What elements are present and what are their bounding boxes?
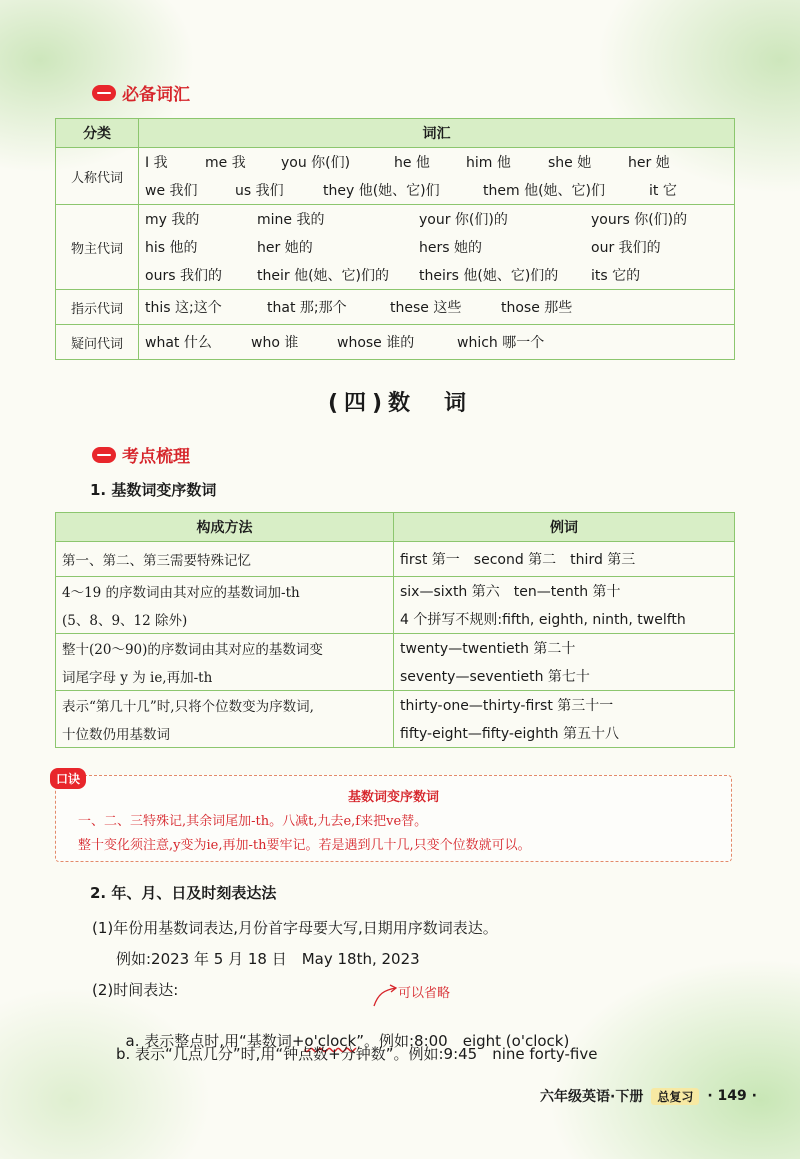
example-line: seventy—seventieth 第七十 <box>400 669 590 685</box>
method-line: 第一、第二、第三需要特殊记忆 <box>62 553 251 569</box>
paragraph: (2)时间表达: <box>92 981 179 999</box>
page-number: · 149 · <box>707 1088 757 1104</box>
word: her 她的 <box>257 240 313 256</box>
ordinal-header-method: 构成方法 <box>56 513 394 542</box>
method-line: 表示“第几十几”时,只将个位数变为序数词, <box>62 699 314 715</box>
word: them 他(她、它)们 <box>483 183 605 199</box>
word: us 我们 <box>235 183 284 199</box>
example-line: six—sixth 第六 ten—tenth 第十 <box>400 584 621 600</box>
annotation-arrow-icon <box>370 984 400 1008</box>
word: we 我们 <box>145 183 198 199</box>
word: your 你(们)的 <box>419 212 508 228</box>
method-cell <box>56 691 394 748</box>
word: our 我们的 <box>591 240 661 256</box>
example-cell <box>394 577 735 634</box>
ordinal-row <box>56 691 735 748</box>
review-badge: 总复习 <box>651 1088 699 1105</box>
paragraph-b: b. 表示“几点几分”时,用“钟点数+分钟数”。例如:9:45 nine forty-five <box>116 1045 598 1063</box>
method-line: 十位数仍用基数词 <box>62 727 170 743</box>
example-line: 4 个拼写不规则:fifth, eighth, ninth, twelfth <box>400 612 686 628</box>
vocab-table-header <box>56 119 735 148</box>
words-cell <box>139 325 735 360</box>
chapter-title: (四)数 词 <box>327 391 473 416</box>
example-cell <box>394 691 735 748</box>
word: her 她 <box>628 155 670 171</box>
page-footer <box>540 1086 757 1106</box>
example-line: first 第一 second 第二 third 第三 <box>400 552 636 568</box>
paragraph-a-prefix: a. 表示整点时,用“基数词+ <box>125 1032 305 1050</box>
mnemonic-tag: 口诀 <box>50 768 86 789</box>
section-header-points <box>92 442 190 467</box>
word: ours 我们的 <box>145 268 222 284</box>
vocab-header-words: 词汇 <box>139 119 735 148</box>
method-line: 4～19 的序数词由其对应的基数词加-th <box>62 585 300 601</box>
paragraph-a-suffix: ”。例如:8:00 eight (o'clock) <box>356 1032 570 1050</box>
word: he 他 <box>394 155 430 171</box>
method-line: 词尾字母 y 为 ie,再加-th <box>62 670 213 686</box>
word: its 它的 <box>591 268 641 284</box>
word: theirs 他(她、它)们的 <box>419 268 559 284</box>
word: these 这些 <box>390 300 462 316</box>
handwritten-note: 可以省略 <box>398 986 451 1001</box>
subheading-dates: 2. 年、月、日及时刻表达法 <box>90 884 277 902</box>
example-cell <box>394 634 735 691</box>
word: what 什么 <box>145 335 212 351</box>
paragraph: (1)年份用基数词表达,月份首字母要大写,日期用序数词表达。 <box>92 919 498 937</box>
word: they 他(她、它)们 <box>323 183 440 199</box>
vocab-table <box>55 118 735 360</box>
ordinal-table-wrap <box>55 512 735 748</box>
category-cell: 物主代词 <box>56 205 139 290</box>
oclock-underlined: o'clock <box>304 1032 357 1050</box>
section-header-vocab <box>92 80 190 105</box>
mnemonic-line: 整十变化须注意,y变为ie,再加-th要牢记。若是遇到几十几,只变个位数就可以。 <box>78 838 531 853</box>
section-title-vocab: 必备词汇 <box>122 85 190 105</box>
method-cell <box>56 542 394 577</box>
section-badge-icon <box>92 85 116 101</box>
word: that 那;那个 <box>267 300 347 316</box>
section-badge-icon <box>92 447 116 463</box>
method-line: 整十(20～90)的序数词由其对应的基数词变 <box>62 642 323 658</box>
method-line: (5、8、9、12 除外) <box>62 613 188 629</box>
mnemonic-title: 基数词变序数词 <box>347 790 439 805</box>
ordinal-header-examples: 例词 <box>394 513 735 542</box>
ordinal-table-header <box>56 513 735 542</box>
method-cell <box>56 634 394 691</box>
vocab-row-personal <box>56 148 735 205</box>
paragraph-example: 例如:2023 年 5 月 18 日 May 18th, 2023 <box>116 950 420 968</box>
book-title: 六年级英语·下册 <box>540 1089 644 1105</box>
ordinal-row <box>56 577 735 634</box>
words-cell <box>139 148 735 205</box>
example-cell <box>394 542 735 577</box>
mnemonic-line: 一、二、三特殊记,其余词尾加-th。八减t,九去e,f来把ve替。 <box>78 814 428 829</box>
category-cell: 人称代词 <box>56 148 139 205</box>
category-cell: 疑问代词 <box>56 325 139 360</box>
example-line: twenty—twentieth 第二十 <box>400 641 576 657</box>
word: who 谁 <box>251 335 299 351</box>
word: you 你(们) <box>281 155 351 171</box>
mnemonic-box <box>55 772 732 862</box>
ordinal-table <box>55 512 735 748</box>
words-cell <box>139 290 735 325</box>
example-line: thirty-one—thirty-first 第三十一 <box>400 698 614 714</box>
word: it 它 <box>649 183 677 199</box>
words-cell <box>139 205 735 290</box>
method-cell <box>56 577 394 634</box>
word: my 我的 <box>145 212 200 228</box>
word: I 我 <box>145 155 168 171</box>
word: those 那些 <box>501 300 573 316</box>
word: him 他 <box>466 155 511 171</box>
word: she 她 <box>548 155 592 171</box>
word: which 哪一个 <box>457 335 545 351</box>
word: me 我 <box>205 155 246 171</box>
word: hers 她的 <box>419 240 482 256</box>
vocab-row-possessive <box>56 205 735 290</box>
ordinal-row <box>56 542 735 577</box>
vocab-row-interrogative <box>56 325 735 360</box>
category-cell: 指示代词 <box>56 290 139 325</box>
word: this 这;这个 <box>145 300 222 316</box>
word: whose 谁的 <box>337 335 415 351</box>
section-title-points: 考点梳理 <box>122 447 190 467</box>
ordinal-row <box>56 634 735 691</box>
word: their 他(她、它)们的 <box>257 268 389 284</box>
vocab-header-category: 分类 <box>56 119 139 148</box>
subheading-ordinals: 1. 基数词变序数词 <box>90 481 217 499</box>
example-line: fifty-eight—fifty-eighth 第五十八 <box>400 726 619 742</box>
vocab-row-demonstrative <box>56 290 735 325</box>
vocab-table-wrap <box>55 118 735 360</box>
word: yours 你(们)的 <box>591 212 688 228</box>
word: his 他的 <box>145 240 198 256</box>
word: mine 我的 <box>257 212 325 228</box>
